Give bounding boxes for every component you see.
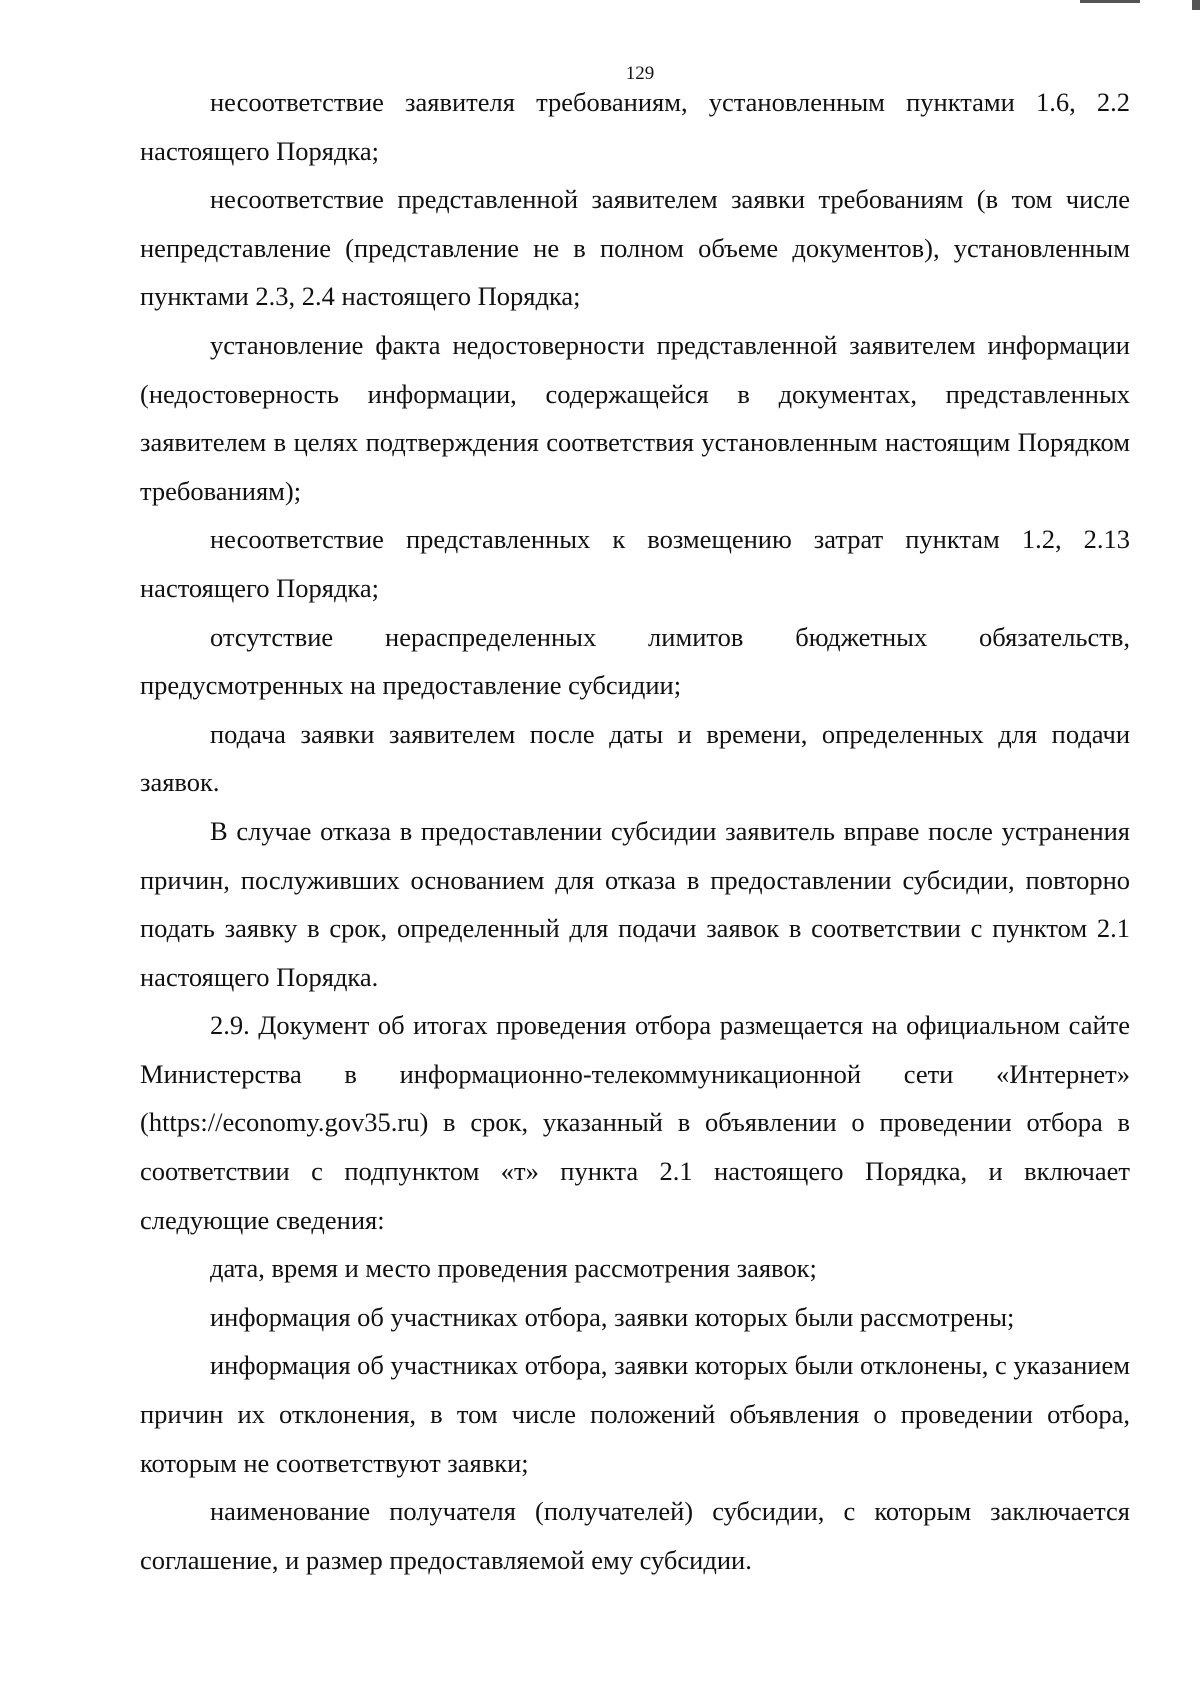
paragraph: информация об участниках отбора, заявки которых были рассмотрены;	[210, 1301, 1015, 1332]
paragraph: несоответствие заявителя требованиям, установленным пунктами 1.6, 2.2 настоящего Порядка;	[140, 87, 1130, 166]
paragraph: установление факта недостоверности представленной заявителем информации (недостоверность информации, содержащейся в документах, представленных заявителем в целях подтверждения соответствия установленным настоящим Порядком требованиям);	[140, 329, 1130, 506]
paragraph: несоответствие представленной заявителем заявки требованиям (в том числе непредставление (представление не в полном объеме документов), установленным пунктами 2.3, 2.4 настоящего Порядка;	[140, 184, 1130, 312]
paragraph: дата, время и место проведения рассмотрения заявок;	[210, 1253, 817, 1284]
scan-artifact	[1080, 0, 1140, 3]
paragraph: 2.9. Документ об итогах проведения отбора размещается на официальном сайте Министерства в информационно-телекоммуникационной сети «Интернет» (https://economy.gov35.ru) в срок, указанный в объявлении о проведении отбора в соответствии с подпунктом «т» пункта 2.1 настоящего Порядка, и включает следующие сведения:	[140, 1010, 1130, 1235]
paragraph: В случае отказа в предоставлении субсидии заявитель вправе после устранения причин, послуживших основанием для отказа в предоставлении субсидии, повторно подать заявку в срок, определенный для подачи заявок в соответствии с пунктом 2.1 настоящего Порядка.	[140, 815, 1130, 992]
paragraph: наименование получателя (получателей) субсидии, с которым заключается соглашение, и размер предоставляемой ему субсидии.	[140, 1496, 1130, 1575]
paragraph: информация об участниках отбора, заявки которых были отклонены, с указанием причин их отклонения, в том числе положений объявления о проведении отбора, которым не соответствуют заявки;	[140, 1350, 1130, 1478]
page-number: 129	[625, 63, 655, 84]
paragraph: подача заявки заявителем после даты и времени, определенных для подачи заявок.	[140, 718, 1130, 798]
document-body	[140, 78, 1130, 1584]
paragraph: отсутствие нераспределенных лимитов бюджетных обязательств, предусмотренных на предоставление субсидии;	[140, 621, 1130, 701]
scan-artifact	[1192, 0, 1200, 10]
paragraph: несоответствие представленных к возмещению затрат пунктам 1.2, 2.13 настоящего Порядка;	[140, 524, 1130, 603]
